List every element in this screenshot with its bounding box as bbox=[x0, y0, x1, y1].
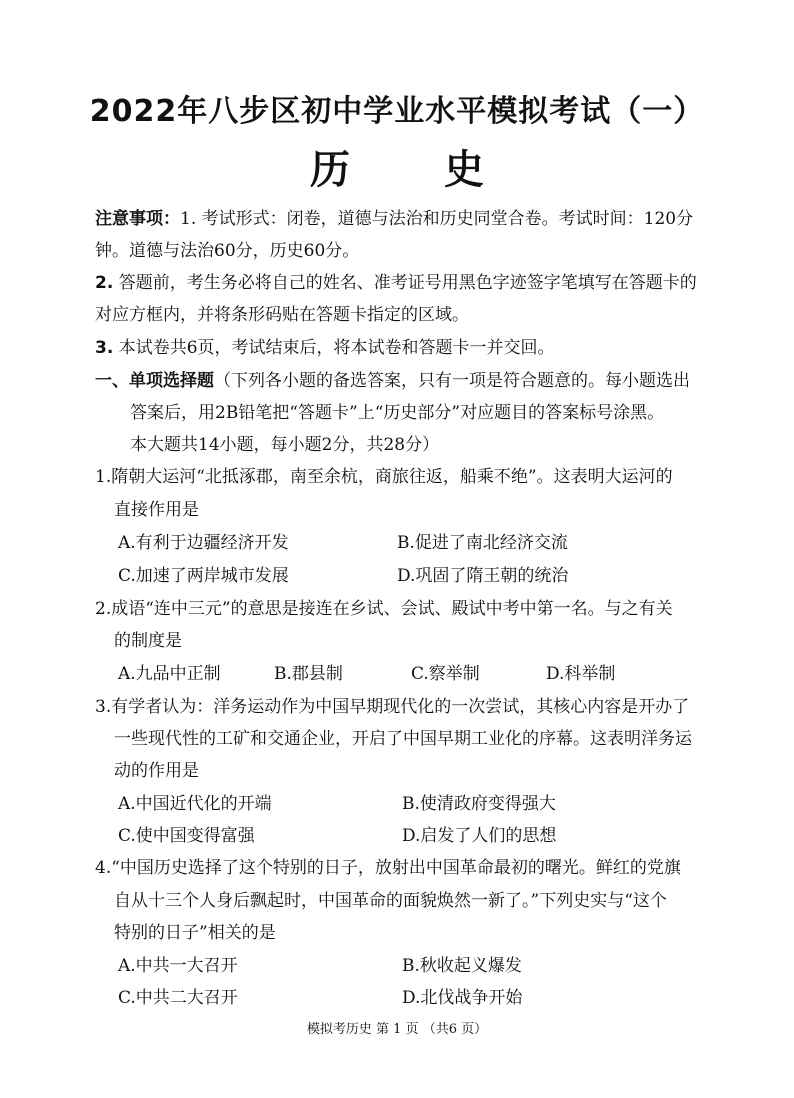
page-footer: 模拟考历史 第 1 页 （共6 页） bbox=[306, 1022, 488, 1037]
question-1-stem-1: 1.隋朝大运河“北抵涿郡，南至余杭，商旅往返，船乘不绝”。这表明大运河的 bbox=[95, 467, 673, 487]
question-1-stem-2: 直接作用是 bbox=[114, 500, 199, 520]
notes-line-1 bbox=[95, 204, 693, 229]
notes-item-2-cont: 对应方框内，并将条形码贴在答题卡指定的区域。 bbox=[95, 305, 469, 325]
notes-item-2-num: 2. bbox=[95, 273, 114, 293]
question-3-option-a: A.中国近代化的开端 bbox=[118, 794, 272, 814]
notes-line-2: 钟。道德与法治60分，历史60分。 bbox=[95, 241, 360, 261]
notes-item-3-text: 本试卷共6页，考试结束后，将本试卷和答题卡一并交回。 bbox=[118, 338, 555, 358]
question-4-stem-1: 4.“中国历史选择了这个特别的日子，放射出中国革命最初的曙光。鲜红的党旗 bbox=[95, 858, 681, 878]
notes-item-2-text: 答题前，考生务必将自己的姓名、准考证号用黑色字迹签字笔填写在答题卡的 bbox=[118, 273, 697, 293]
question-4-option-a: A.中共一大召开 bbox=[118, 956, 238, 976]
notes-item-3 bbox=[95, 333, 555, 358]
section-heading: 一、单项选择题 bbox=[95, 371, 214, 391]
question-3-stem-3: 动的作用是 bbox=[114, 761, 199, 781]
notes-item-1: 1. 考试形式：闭卷，道德与法治和历史同堂合卷。考试时间：120分 bbox=[180, 209, 694, 229]
question-3-stem-1: 3.有学者认为：洋务运动作为中国早期现代化的一次尝试，其核心内容是开办了 bbox=[95, 697, 690, 717]
notes-item-2 bbox=[95, 268, 697, 293]
question-4-stem-3: 特别的日子”相关的是 bbox=[114, 923, 276, 943]
question-2-stem-1: 2.成语“连中三元”的意思是接连在乡试、会试、殿试中考中第一名。与之有关 bbox=[95, 599, 673, 619]
notes-label: 注意事项： bbox=[95, 209, 180, 229]
question-1-option-a: A.有利于边疆经济开发 bbox=[118, 533, 289, 553]
question-1-option-d: D.巩固了隋王朝的统治 bbox=[397, 566, 569, 586]
exam-title: 2022年八步区初中学业水平模拟考试（一） bbox=[89, 94, 705, 129]
question-2-option-b: B.郡县制 bbox=[274, 664, 343, 684]
question-3-stem-2: 一些现代性的工矿和交通企业，开启了中国早期工业化的序幕。这表明洋务运 bbox=[114, 729, 692, 749]
question-3-option-c: C.使中国变得富强 bbox=[118, 826, 255, 846]
question-3-option-b: B.使清政府变得强大 bbox=[402, 794, 556, 814]
question-4-stem-2: 自从十三个人身后飘起时，中国革命的面貌焕然一新了。”下列史实与“这个 bbox=[114, 891, 667, 911]
subject-title: 历 史 bbox=[310, 146, 524, 193]
question-4-option-b: B.秋收起义爆发 bbox=[402, 956, 522, 976]
question-2-option-a: A.九品中正制 bbox=[118, 664, 221, 684]
question-4-option-d: D.北伐战争开始 bbox=[402, 988, 523, 1008]
question-2-option-d: D.科举制 bbox=[546, 664, 616, 684]
section-instructions-2: 答案后，用2B铅笔把“答题卡”上“历史部分”对应题目的答案标号涂黑。 bbox=[130, 403, 665, 423]
question-4-option-c: C.中共二大召开 bbox=[118, 988, 238, 1008]
question-1-option-b: B.促进了南北经济交流 bbox=[397, 533, 568, 553]
section-instructions-3: 本大题共14小题，每小题2分，共28分） bbox=[130, 435, 440, 455]
question-2-stem-2: 的制度是 bbox=[114, 631, 182, 651]
question-3-option-d: D.启发了人们的思想 bbox=[402, 826, 557, 846]
question-1-option-c: C.加速了两岸城市发展 bbox=[118, 566, 289, 586]
notes-item-3-num: 3. bbox=[95, 338, 114, 358]
section-heading-line bbox=[95, 366, 690, 391]
section-instructions-1: （下列各小题的备选答案，只有一项是符合题意的。每小题选出 bbox=[214, 371, 690, 391]
question-2-option-c: C.察举制 bbox=[411, 664, 480, 684]
